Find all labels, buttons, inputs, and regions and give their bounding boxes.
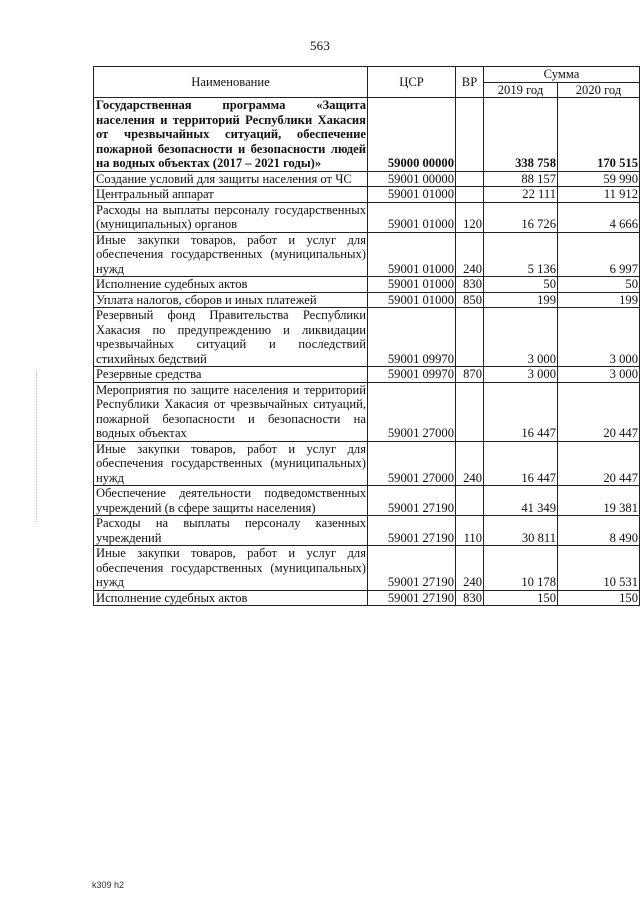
header-sum: Сумма bbox=[484, 67, 640, 83]
row-vr-cell bbox=[456, 98, 484, 172]
row-name-cell: Мероприятия по защите населения и территорий Республики Хакасия от чрезвычайных ситуаций, пожарной безопасности и безопасности на водных объектах bbox=[94, 382, 368, 441]
row-2020-cell: 59 990 bbox=[558, 171, 640, 187]
row-2019-cell: 338 758 bbox=[484, 98, 558, 172]
row-vr-cell bbox=[456, 486, 484, 516]
row-name-cell: Иные закупки товаров, работ и услуг для обеспечения государственных (муниципальных) нужд bbox=[94, 441, 368, 486]
table-row bbox=[94, 232, 640, 277]
table-row bbox=[94, 486, 640, 516]
row-2019-cell: 88 157 bbox=[484, 171, 558, 187]
row-vr-cell: 120 bbox=[456, 202, 484, 232]
row-csr-cell: 59001 01000 bbox=[368, 292, 456, 308]
row-2020-cell: 11 912 bbox=[558, 187, 640, 203]
table-row bbox=[94, 187, 640, 203]
row-2020-cell: 6 997 bbox=[558, 232, 640, 277]
row-name-cell: Расходы на выплаты персоналу казенных учреждений bbox=[94, 516, 368, 546]
table-header bbox=[94, 67, 640, 98]
row-2020-cell: 10 531 bbox=[558, 546, 640, 591]
row-2019-cell: 22 111 bbox=[484, 187, 558, 203]
row-csr-cell: 59001 27190 bbox=[368, 516, 456, 546]
table-row bbox=[94, 98, 640, 172]
row-name-cell: Обеспечение деятельности подведомственных учреждений (в сфере защиты населения) bbox=[94, 486, 368, 516]
row-2019-cell: 16 726 bbox=[484, 202, 558, 232]
row-name-cell: Уплата налогов, сборов и иных платежей bbox=[94, 292, 368, 308]
row-vr-cell: 850 bbox=[456, 292, 484, 308]
page-number: 563 bbox=[309, 38, 331, 53]
row-2020-cell: 3 000 bbox=[558, 308, 640, 367]
table-row bbox=[94, 590, 640, 606]
table-row bbox=[94, 441, 640, 486]
row-2020-cell: 8 490 bbox=[558, 516, 640, 546]
scan-margin-mark bbox=[36, 372, 39, 522]
row-2020-cell: 150 bbox=[558, 590, 640, 606]
row-2019-cell: 10 178 bbox=[484, 546, 558, 591]
row-2019-cell: 30 811 bbox=[484, 516, 558, 546]
row-2020-cell: 50 bbox=[558, 277, 640, 293]
row-name-cell: Расходы на выплаты персоналу государственных (муниципальных) органов bbox=[94, 202, 368, 232]
row-2019-cell: 3 000 bbox=[484, 308, 558, 367]
row-2019-cell: 199 bbox=[484, 292, 558, 308]
row-csr-cell: 59001 01000 bbox=[368, 232, 456, 277]
row-2019-cell: 150 bbox=[484, 590, 558, 606]
row-csr-cell: 59001 01000 bbox=[368, 187, 456, 203]
row-vr-cell: 110 bbox=[456, 516, 484, 546]
table-row bbox=[94, 367, 640, 383]
row-vr-cell: 240 bbox=[456, 232, 484, 277]
header-year-2019: 2019 год bbox=[484, 82, 558, 98]
row-csr-cell: 59001 00000 bbox=[368, 171, 456, 187]
row-csr-cell: 59001 09970 bbox=[368, 308, 456, 367]
row-2020-cell: 3 000 bbox=[558, 367, 640, 383]
row-name-cell: Исполнение судебных актов bbox=[94, 277, 368, 293]
row-vr-cell bbox=[456, 382, 484, 441]
row-vr-cell: 240 bbox=[456, 546, 484, 591]
table-row bbox=[94, 277, 640, 293]
row-csr-cell: 59001 01000 bbox=[368, 277, 456, 293]
row-vr-cell: 830 bbox=[456, 277, 484, 293]
header-vr: ВР bbox=[456, 67, 484, 98]
budget-table bbox=[93, 66, 640, 606]
row-2020-cell: 20 447 bbox=[558, 441, 640, 486]
table-row bbox=[94, 171, 640, 187]
row-csr-cell: 59001 27000 bbox=[368, 382, 456, 441]
row-csr-cell: 59001 01000 bbox=[368, 202, 456, 232]
row-2020-cell: 4 666 bbox=[558, 202, 640, 232]
row-name-cell: Государственная программа «Защита населения и территорий Республики Хакасия от чрезвычайных ситуаций, обеспечение пожарной безопасности и безопасности людей на водных объектах (2017 – 2021 годы)» bbox=[94, 98, 368, 172]
header-csr: ЦСР bbox=[368, 67, 456, 98]
row-csr-cell: 59001 27190 bbox=[368, 590, 456, 606]
row-name-cell: Исполнение судебных актов bbox=[94, 590, 368, 606]
footer-stamp: k309 h2 bbox=[92, 880, 125, 890]
table-row bbox=[94, 308, 640, 367]
row-2019-cell: 50 bbox=[484, 277, 558, 293]
row-name-cell: Иные закупки товаров, работ и услуг для обеспечения государственных (муниципальных) нужд bbox=[94, 546, 368, 591]
row-2019-cell: 16 447 bbox=[484, 382, 558, 441]
row-2020-cell: 20 447 bbox=[558, 382, 640, 441]
row-2019-cell: 16 447 bbox=[484, 441, 558, 486]
row-vr-cell bbox=[456, 308, 484, 367]
header-year-2020: 2020 год bbox=[558, 82, 640, 98]
row-name-cell: Иные закупки товаров, работ и услуг для обеспечения государственных (муниципальных) нужд bbox=[94, 232, 368, 277]
row-csr-cell: 59000 00000 bbox=[368, 98, 456, 172]
row-csr-cell: 59001 27190 bbox=[368, 486, 456, 516]
row-2020-cell: 199 bbox=[558, 292, 640, 308]
table-row bbox=[94, 546, 640, 591]
table-body bbox=[94, 98, 640, 606]
table-row bbox=[94, 382, 640, 441]
row-vr-cell: 870 bbox=[456, 367, 484, 383]
row-vr-cell: 830 bbox=[456, 590, 484, 606]
row-vr-cell bbox=[456, 171, 484, 187]
row-csr-cell: 59001 27000 bbox=[368, 441, 456, 486]
row-2019-cell: 3 000 bbox=[484, 367, 558, 383]
row-csr-cell: 59001 27190 bbox=[368, 546, 456, 591]
row-2019-cell: 41 349 bbox=[484, 486, 558, 516]
row-vr-cell: 240 bbox=[456, 441, 484, 486]
row-name-cell: Резервный фонд Правительства Республики Хакасия по предупреждению и ликвидации чрезвычайных ситуаций и последствий стихийных бедствий bbox=[94, 308, 368, 367]
row-2020-cell: 170 515 bbox=[558, 98, 640, 172]
row-name-cell: Центральный аппарат bbox=[94, 187, 368, 203]
row-2020-cell: 19 381 bbox=[558, 486, 640, 516]
row-name-cell: Создание условий для защиты населения от ЧС bbox=[94, 171, 368, 187]
table-row bbox=[94, 516, 640, 546]
table-row bbox=[94, 202, 640, 232]
header-name: Наименование bbox=[94, 67, 368, 98]
table-row bbox=[94, 292, 640, 308]
row-name-cell: Резервные средства bbox=[94, 367, 368, 383]
row-csr-cell: 59001 09970 bbox=[368, 367, 456, 383]
row-2019-cell: 5 136 bbox=[484, 232, 558, 277]
row-vr-cell bbox=[456, 187, 484, 203]
